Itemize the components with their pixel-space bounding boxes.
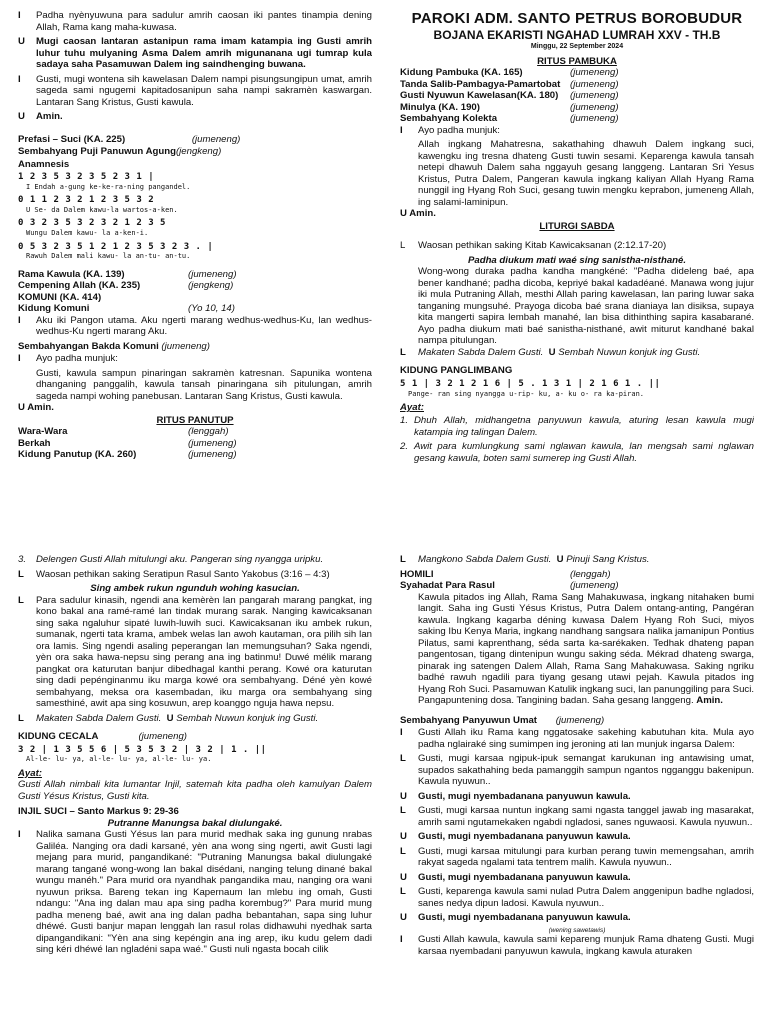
ritus-pambuka-title: RITUS PAMBUKA <box>537 55 617 67</box>
ayat-item <box>400 441 754 464</box>
syahadat-text: Kawula pitados ing Allah, Rama Sang Mahakuwasa, ingkang nitahaken bumi langit. Saha ing Gusti Yésus Kristus, Putra Dalem ontang-anting, Pangéran kawula. Ingkang kagarba déning kuwasa Dalem Hyang Roh Suci, miyos saking Ibu Kenya Maria, ingkang nandhang sangsara nalika jamanipun Pontius Pilatus, sami kaprenthang, séda sarta ka-sarékaken. Tedhak dhateng papan pangentosan, tigang dintenipun wungu saking séda. Mékrad dhateng swarga, pinarak ing satengen Dalem Allah, Rama Sang Mahakuwasa. Saking ngriku badhé rawuh ngadili para tiyang gesang utawi pejah. Kawula pitados ing Hyang Roh Suci. Pasamuwan Katulik ingkang suci, lan panunggiling para Suci. Pangapuntening dosa. Tangining badan. Saha gesang langgeng. Amin. <box>418 591 754 706</box>
notation-numbers: 1 2 3 5 3 2 3 5 2 3 1 | <box>18 172 155 182</box>
kolekta-invite: I Ayo padha munjuk: <box>400 124 500 136</box>
prayer-line-text: Amin. <box>36 111 63 122</box>
song-item-title: Cempening Allah (KA. 235) <box>18 280 141 292</box>
song-item-title: KOMUNI (KA. 414) <box>18 291 102 303</box>
pambuka-item-note: (jumeneng) <box>570 101 619 113</box>
prefasi-line: Prefasi – Suci (KA. 225) (jumeneng) <box>18 133 241 145</box>
intercession <box>400 805 754 828</box>
notation-lyrics: I Endah a-gung ke-ke-ra-ning pangandel. <box>26 182 191 191</box>
prayer-line <box>18 10 372 33</box>
notation-line <box>18 195 372 214</box>
cecala-notation: 3 2 | 1 3 5 5 6 | 5 3 5 3 2 | 3 2 | 1 . || Al-le- lu- ya, al-le- lu- ya, al-le- lu- ya. <box>18 744 267 764</box>
pambuka-item <box>400 67 754 79</box>
panutup-item-note: (lenggah) <box>188 426 229 438</box>
pambuka-item <box>400 113 754 125</box>
panutup-title: RITUS PANUTUP <box>156 414 234 426</box>
umat-line: Sembahyang Panyuwun Umat (jumeneng) <box>400 714 605 726</box>
ayat-number: 1. <box>400 415 409 427</box>
cecala-ayat-label: Ayat: <box>18 767 42 779</box>
panutup-item-title: Berkah <box>18 437 51 449</box>
notation-numbers: 0 1 1 2 3 2 1 2 3 5 3 2 <box>18 195 155 206</box>
intercession-marker: L <box>400 886 406 897</box>
pambuka-item-title: Sembahyang Kolekta <box>400 113 498 125</box>
song-item <box>18 303 372 315</box>
column-top-left <box>18 10 372 535</box>
column-bottom-right <box>400 554 754 1024</box>
prayer-line <box>18 74 372 109</box>
puji-line: Sembahyang Puji Panuwun Agung(jengkeng) <box>18 146 222 157</box>
prayer-line <box>18 36 372 71</box>
intercession-text: Gusti, mugi nyembadanana panyuwun kawula. <box>418 790 631 802</box>
panutup-item-note: (jumeneng) <box>188 437 237 449</box>
pambuka-item <box>400 90 754 102</box>
reading1-text: Wong-wong duraka padha kandha mangkéné: "Padha dideleng baé, apa bener kandhané; padha dicoba, kepriyé bakal kadadéané. Manawa wong jujur iki mula Putraning Allah, mesthi Allah paring kawelasan, lan paring luwar saka tanganing mungsuhé. Prayoga dicoba baé srana dianiaya lan disiksa, supaya kita mangerti sapira lembah manahé, lan bisa dithinthing sapira kasabarané. Ayo padha diukum mati baé sanistha-nisthané, awit miturut kandhané bakal nampa pitulungan. <box>418 266 754 347</box>
intercession-marker: U <box>400 912 407 923</box>
prayer-line-marker: U <box>18 111 25 122</box>
intercession-text: Gusti, mugi nyembadanana panyuwun kawula. <box>418 912 631 923</box>
kidung-panglimbang-title: KIDUNG PANGLIMBANG <box>400 365 513 377</box>
song-item-title: Kidung Komuni <box>18 303 90 315</box>
notation-lyrics: Rawuh Dalem mali kawu- la an-tu- an-tu. <box>26 252 191 261</box>
pambuka-item <box>400 79 754 91</box>
prayer-line-marker: U <box>18 36 25 47</box>
intercession <box>400 912 754 924</box>
intercession-text: Gusti Allah iku Rama kang nggatosake sakehing kabutuhan kita. Mula ayo padha nglairaké sing sumimpen ing jeroning ati lan munjuk ingarsa Dalem: <box>418 727 754 750</box>
intercession <box>400 846 754 869</box>
intercession-text: Gusti, mugi karsaa nuntun ingkang sami ngasta tanggel jawab ing masarakat, amrih sami ngutamekaken ngabdi ngladosi, sanes nguwaosi. Kawula nyuwun.. <box>418 805 754 828</box>
intercessions-list <box>400 727 754 924</box>
mass-title: BOJANA EKARISTI NGAHAD LUMRAH XXV - TH.B <box>433 28 721 42</box>
anamnesis-notation <box>18 172 372 261</box>
reading1-title: Padha diukum mati waé sing sanistha-nisthané. <box>467 254 687 266</box>
notation-numbers: 0 5 3 2 3 5 1 2 1 2 3 5 3 2 3 . | <box>18 241 214 252</box>
panutup-item <box>18 438 372 450</box>
panutup-item <box>18 449 372 461</box>
pambuka-item-note: (jumeneng) <box>570 67 619 79</box>
notation-line <box>18 218 372 237</box>
injil-body: I Nalika samana Gusti Yésus lan para murid medhak saka ing gunung nrabas Galiléa. Nanging ora dadi karsané, yèn ana wong sing ngerti, awit Gusti lagi mejang para murid, pangandikané: "Putraning Manungsa bakal diulungaké marang tangané wong-wong lan bakal disédani, nanging telung dinané bakal wungu manéh." Para murid ora nyandhak pangandika mau, nanging ora wani nyuwun priksa. Bareng tekan ing Kapernaum lan mlebu ing omah, Gusti ndangu: "Ana ing dalan mau apa sing padha korembug?" Para murid mung padha meneng baé, awit ana ing dalan padha bebantahan, sapa sing luhur dhéwé. Gusti banjur mapan lenggah lan rasul rolas didhawuhi nyedhak sarta dipangandikani: "Yèn ana sing kepéngin ana ing arep, iku kudu gelem dadi sing kéri dhéwé lan ngladéni sapa waé." Gusti nuli ngasta bocah cilik <box>18 829 372 956</box>
panutup-item-title: Wara-Wara <box>18 426 68 438</box>
reading2-title: Sing ambek rukun ngunduh wohing kasucian. <box>90 583 300 594</box>
kidung-notation: 5 1 | 3 2 1 2 1 6 | 5 . 1 3 1 | 2 1 6 1 . || Pange- ran sing nyangga u-rip- ku, a- ku o- ra ka-piran. <box>400 378 661 398</box>
intercession-marker: I <box>400 727 403 738</box>
pambuka-item <box>400 102 754 114</box>
pambuka-list <box>400 67 754 125</box>
ayat-item <box>400 415 754 438</box>
liturgi-sabda-title: LITURGI SABDA <box>539 220 615 232</box>
prayer-line-text: Mugi caosan lantaran astanipun rama imam katampia ing Gusti amrih luhur tuhu mulyaning Asma Dalem amrih migunanana ugi tumrap kula sadaya saha Pasamuwan Dalem ing saindhenging buwana. <box>36 36 372 70</box>
prayer-line <box>18 111 372 123</box>
reading1-intro: L Waosan pethikan saking Kitab Kawicaksanan (2:12.17-20) <box>400 240 667 252</box>
kolekta-text: Allah ingkang Mahatresna, sakathahing dhawuh Dalem ingkang suci, kawengku ing tresna dhateng Gusti tuwin sesami. Keparenga kawula tansah netepi dhawuh Dalem saha nggayuh gesang langgeng. Lantaran Sri Yesus Kristus, Putra Dalem, Pangeran kawula ingkang kaliyan Allah Hyang Rama nunggil ing Hyang Roh Suci, gesang tuwin mengku keprabon, jumeneng Allah, ing salami-laminipun. <box>418 139 754 208</box>
pambuka-item-title: Tanda Salib-Pambagya-Pamartobat <box>400 78 561 90</box>
closing-prayer: I Gusti Allah kawula, kawula sami kepareng munjuk Rama dhateng Gusti. Mugi karsaa nyembadani panyuwun kawula, ingkang kawula aturaken <box>400 934 754 957</box>
cecala-line: KIDUNG CECALA (jumeneng) <box>18 731 187 742</box>
panutup-list <box>18 426 372 461</box>
column-bottom-left <box>18 554 372 1024</box>
intercession-marker: L <box>400 845 406 857</box>
bakda-text: Gusti, kawula sampun pinaringan sakramèn katresnan. Sapunika wontena dhanganing panggalih, kawula tansah pinaringana sih pitulungan, amrih sageda nampi wohing panebusan. Lantaran Sang Kristus, Gusti kawula. <box>36 367 372 402</box>
intercession <box>400 791 754 803</box>
song-item <box>18 269 372 281</box>
reading1-close: L Makaten Sabda Dalem Gusti. U Sembah Nuwun konjuk ing Gusti. <box>400 346 701 358</box>
injil-subtitle: Putranne Manungsa bakal diulungaké. <box>107 817 283 829</box>
pambuka-item-title: Gusti Nyuwun Kawelasan(KA. 180) <box>400 90 559 102</box>
song-item-title: Rama Kawula (KA. 139) <box>18 268 125 280</box>
intercession <box>400 753 754 788</box>
anamnesis-title: Anamnesis <box>18 158 70 170</box>
intercession-text: Gusti, mugi karsaa mitulungi para kurban perang tuwin memengsahan, amrih rakyat sageda ngalami tata tentrem malih. Kawula nyuwun.. <box>418 845 754 868</box>
intercession <box>400 886 754 909</box>
song-item <box>18 292 372 304</box>
notation-lyrics: U Se- da Dalem kawu-la wartos-a-ken. <box>26 205 178 214</box>
kolekta-amin: U Amin. <box>400 208 436 220</box>
komuni-text: I Aku iki Pangon utama. Aku ngerti marang wedhus-wedhus-Ku, lan wedhus-wedhus-Ku ngerti marang Aku. <box>18 314 372 338</box>
song-item-note: (Yo 10, 14) <box>188 303 235 315</box>
bakda-line: Sembahyangan Bakda Komuni (jumeneng) <box>18 340 210 352</box>
cecala-ayat-text: Gusti Allah nimbali kita lumantar Injil, satemah kita padha oleh kamulyan Dalem Gusti Yésus Kristus, Gusti kita. <box>18 779 372 802</box>
ayat-text: Awit para kumlungkung sami nglawan kawula, lan mengsah sami nglawan gesang kawula, boten sami sumerep ing Gusti Allah. <box>414 441 754 464</box>
intercession-marker: L <box>400 753 406 764</box>
syahadat-line: Syahadat Para Rasul (jumeneng) <box>400 580 619 591</box>
intercession-marker: L <box>400 805 406 816</box>
song-item-note: (jengkeng) <box>188 280 234 292</box>
prayer-line-marker: I <box>18 10 21 21</box>
song-item-note: (jumeneng) <box>188 268 237 280</box>
offertory-prayers <box>18 10 372 123</box>
panutup-item-note: (jumeneng) <box>188 449 237 461</box>
ayat-list <box>400 415 754 464</box>
notation-numbers: 0 3 2 3 5 3 2 3 2 1 2 3 5 <box>18 218 166 229</box>
reading2-close: L Makaten Sabda Dalem Gusti. U Sembah Nuwun konjuk ing Gusti. <box>18 712 319 724</box>
pambuka-item-title: Minulya (KA. 190) <box>400 101 480 113</box>
song-item <box>18 280 372 292</box>
bakda-invite: I Ayo padha munjuk: <box>18 353 118 365</box>
gospel-close: L Mangkono Sabda Dalem Gusti. U Pinuji Sang Kristus. <box>400 554 650 565</box>
ayat-text: Dhuh Allah, midhangetna panyuwun kawula, aturing lesan kawula mugi katampia ing talingan Dalem. <box>414 415 754 438</box>
ayat-number: 2. <box>400 441 409 453</box>
mass-date: Minggu, 22 September 2024 <box>530 43 624 51</box>
wening-note: (wening sawetawis) <box>548 926 606 934</box>
pambuka-item-note: (jumeneng) <box>570 90 619 102</box>
communion-songs <box>18 269 372 315</box>
column-top-right <box>400 10 754 535</box>
prayer-line-marker: I <box>18 73 21 85</box>
intercession-marker: U <box>400 871 407 883</box>
reading2-body: L Para sadulur kinasih, ngendi ana kemèrèn lan pangarah marang pangkat, ing kono bakal ana ramé-ramé lan tindak murang sarak. Nanging kawicaksanan sing saka ngaluhur sipaté luwih-luwih suci. Kawicaksanan iku ambek rukun, sumanak, ngerti tata krama, ambek welas lan awoh kautaman, ora pilih sih lan ora lamis. Sing ngendi asaling peperangan lan memungsuhan? Saka ngendi, yèn ora saka hawa-nepsu sing perang ana ing batinmu! Duwé mélik marang pangkat ora katurutan banjur dibedhagal kanthi perang. Kowé ora katurutan sing dadi pepénginanmu iku marga kowé ora sembahyang. Déné yèn kowé sembahyang, meksa ora kasembadan, iku marga ora sembahyang sing samesthiné, awit apa sing kosuwun, arep koanggo nguja hawa nepsu. <box>18 594 372 709</box>
prayer-line-text: Gusti, mugi wontena sih kawelasan Dalem nampi pisungsungipun umat, amrih sageda sami ngugemi kapitadosanipun saha nampi sakramèn kaswargan. Lantaran Sang Kristus, Gusti kawula. <box>36 73 372 108</box>
intercession-text: Gusti, mugi nyembadanana panyuwun kawula. <box>418 831 631 842</box>
pambuka-item-note: (jumeneng) <box>570 78 619 90</box>
homili-line: HOMILI (lenggah) <box>400 568 611 580</box>
pambuka-item-note: (jumeneng) <box>570 113 619 125</box>
intercession-text: Gusti, mugi karsaa ngipuk-ipuk semangat karukunan ing antawising umat, supados sakathahing beda pamanggih sampun ngantos ngganggu bakenipun. Kawula nyuwun.. <box>418 753 754 787</box>
intercession-text: Gusti, keparenga kawula sami nulad Putra Dalem anggenipun badhe ngladosi, sanes nedya dipun ladosi. Kawula nyuwun.. <box>418 886 754 909</box>
prayer-line-text: Padha nyènyuwuna para sadulur amrih caosan iki pantes tinampia dening Allah, Rama kang maha-kuwasa. <box>36 10 372 33</box>
intercession <box>400 727 754 750</box>
panutup-item <box>18 426 372 438</box>
intercession-text: Gusti, mugi nyembadanana panyuwun kawula. <box>418 871 631 883</box>
intercession <box>400 831 754 843</box>
intercession-marker: U <box>400 831 407 842</box>
notation-lyrics: Wungu Dalem kawu- la a-ken-i. <box>26 229 149 238</box>
intercession <box>400 872 754 884</box>
bakda-amin: U Amin. <box>18 402 54 414</box>
notation-line <box>18 172 372 191</box>
injil-title: INJIL SUCI – Santo Markus 9: 29-36 <box>18 806 179 818</box>
pambuka-item-title: Kidung Pambuka (KA. 165) <box>400 67 523 79</box>
intercession-marker: U <box>400 790 407 802</box>
panutup-item-title: Kidung Panutup (KA. 260) <box>18 449 137 461</box>
ayat-label: Ayat: <box>400 401 424 413</box>
parish-title: PAROKI ADM. SANTO PETRUS BOROBUDUR <box>411 10 743 27</box>
notation-line <box>18 242 372 261</box>
ayat-item-3: 3. Delengen Gusti Allah mitulungi aku. Pangeran sing nyangga uripku. <box>18 554 324 565</box>
reading2-intro: L Waosan pethikan saking Seratipun Rasul Santo Yakobus (3:16 – 4:3) <box>18 568 330 580</box>
